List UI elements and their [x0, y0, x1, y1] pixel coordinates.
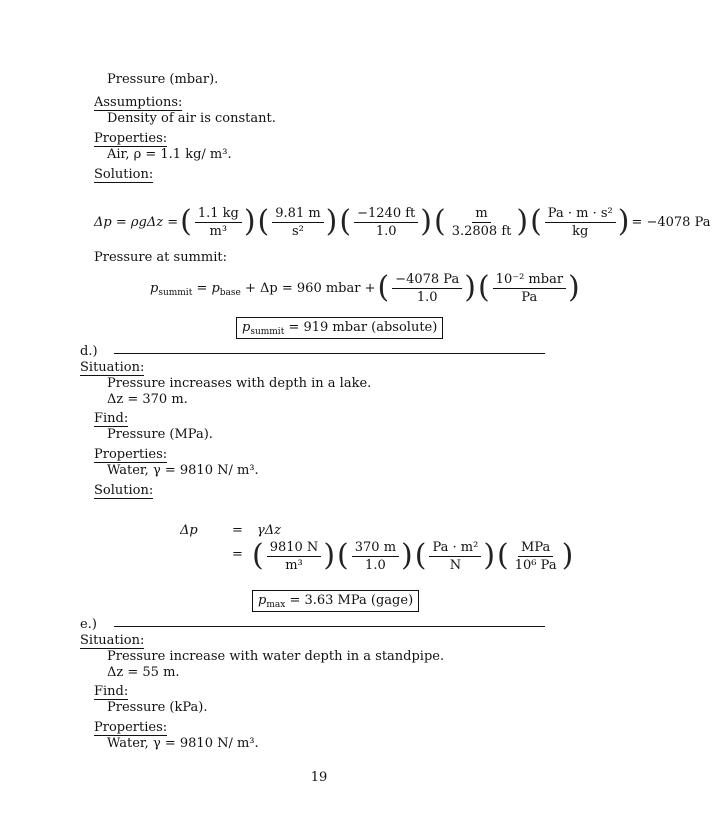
equation-lhs: Δp = ρgΔz = — [94, 214, 179, 230]
find-heading-e: Find: — [94, 684, 129, 699]
properties-text-c: Air, ρ = 1.1 kg/ m³. — [107, 147, 232, 162]
find-text-d: Pressure (MPa). — [107, 427, 213, 442]
page-number: 19 — [310, 770, 328, 785]
part-e-label: e.) — [80, 617, 97, 632]
properties-heading-e: Properties: — [94, 720, 168, 735]
find-heading-d: Find: — [94, 411, 129, 426]
find-text-e: Pressure (kPa). — [107, 700, 208, 715]
eq1-lhs-d: Δp — [180, 523, 198, 538]
properties-heading-d: Properties: — [94, 447, 168, 462]
part-e-rule — [114, 626, 545, 627]
find-value-c: Pressure (mbar). — [107, 72, 219, 87]
situation-line2-e: Δz = 55 m. — [107, 665, 180, 680]
part-d-rule — [114, 353, 545, 354]
eq1-op-d: = — [232, 523, 243, 538]
fraction-depth: $\frac{370 m}{1.0}$ — [352, 540, 399, 573]
eq1-rhs-d: γΔz — [257, 523, 282, 538]
equation-result: = −4078 Pa — [631, 214, 711, 230]
pressure-equation: Δp = ρgΔz = ( $\frac{1.1 kg}{\text{m³}}$ ) ( $\frac{9.81 m}{\text{s²}}$ ) ( $\frac{-1240 ft}{1.0}$ ) ( $\frac{m}{3.2808 ft}$ ) ( $\frac{\text{Pa · m · s²}}{kg}$ ) = −4078 Pa — [94, 204, 711, 239]
part-d-label: d.) — [80, 344, 98, 359]
summit-equation: $p_{summit} = p_{base} + \Delta p = 960$ mbar + ( $\frac{-4078 Pa}{1.0}$ ) ( $\frac{\text{10⁻² mbar}}{Pa}$ ) — [150, 270, 580, 305]
fraction-specific-weight: $\frac{9810 N}{\text{m³}}$ — [267, 540, 322, 573]
summit-label: Pressure at summit: — [94, 250, 227, 265]
properties-text-d: Water, γ = 9810 N/ m³. — [107, 463, 259, 478]
fraction-height: $\frac{-1240 ft}{1.0}$ — [354, 206, 418, 239]
solution-heading-d: Solution: — [94, 483, 154, 498]
eq2-op-d: = — [232, 547, 243, 562]
assumptions-text: Density of air is constant. — [107, 111, 276, 126]
properties-text-e: Water, γ = 9810 N/ m³. — [107, 736, 259, 751]
situation-line1-d: Pressure increases with depth in a lake. — [107, 376, 372, 391]
fraction-delta-p: $\frac{-4078 Pa}{1.0}$ — [392, 272, 462, 305]
situation-line1-e: Pressure increase with water depth in a standpipe. — [107, 649, 445, 664]
depth-equation: ( $\frac{9810 N}{\text{m³}}$ ) ( $\frac{370 m}{1.0}$ ) ( $\frac{\text{Pa · m²}}{N}$ ) ( $\frac{\text{MPa}}{\text{10⁶ Pa}}$ ) — [252, 538, 574, 573]
fraction-density: $\frac{1.1 kg}{\text{m³}}$ — [195, 206, 242, 239]
fraction-mpa: $\frac{\text{MPa}}{\text{10⁶ Pa}}$ — [514, 539, 557, 573]
answer-box-max: $p_{max} = 3.63$ MPa (gage) — [252, 590, 419, 612]
properties-heading-c: Properties: — [94, 131, 168, 146]
answer-box-summit: $p_{summit} = 919$ mbar (absolute) — [236, 317, 443, 339]
fraction-conversion: $\frac{m}{3.2808 ft}$ — [451, 205, 512, 239]
situation-line2-d: Δz = 370 m. — [107, 392, 188, 407]
fraction-mbar: $\frac{\text{10⁻² mbar}}{Pa}$ — [493, 272, 566, 305]
solution-heading-c: Solution: — [94, 167, 154, 182]
fraction-gravity: $\frac{9.81 m}{\text{s²}}$ — [272, 206, 323, 239]
situation-heading-d: Situation: — [80, 360, 145, 375]
assumptions-heading: Assumptions: — [94, 95, 183, 110]
fraction-pa: $\frac{\text{Pa · m²}}{N}$ — [429, 540, 481, 573]
fraction-units: $\frac{\text{Pa · m · s²}}{kg}$ — [545, 206, 616, 239]
situation-heading-e: Situation: — [80, 633, 145, 648]
